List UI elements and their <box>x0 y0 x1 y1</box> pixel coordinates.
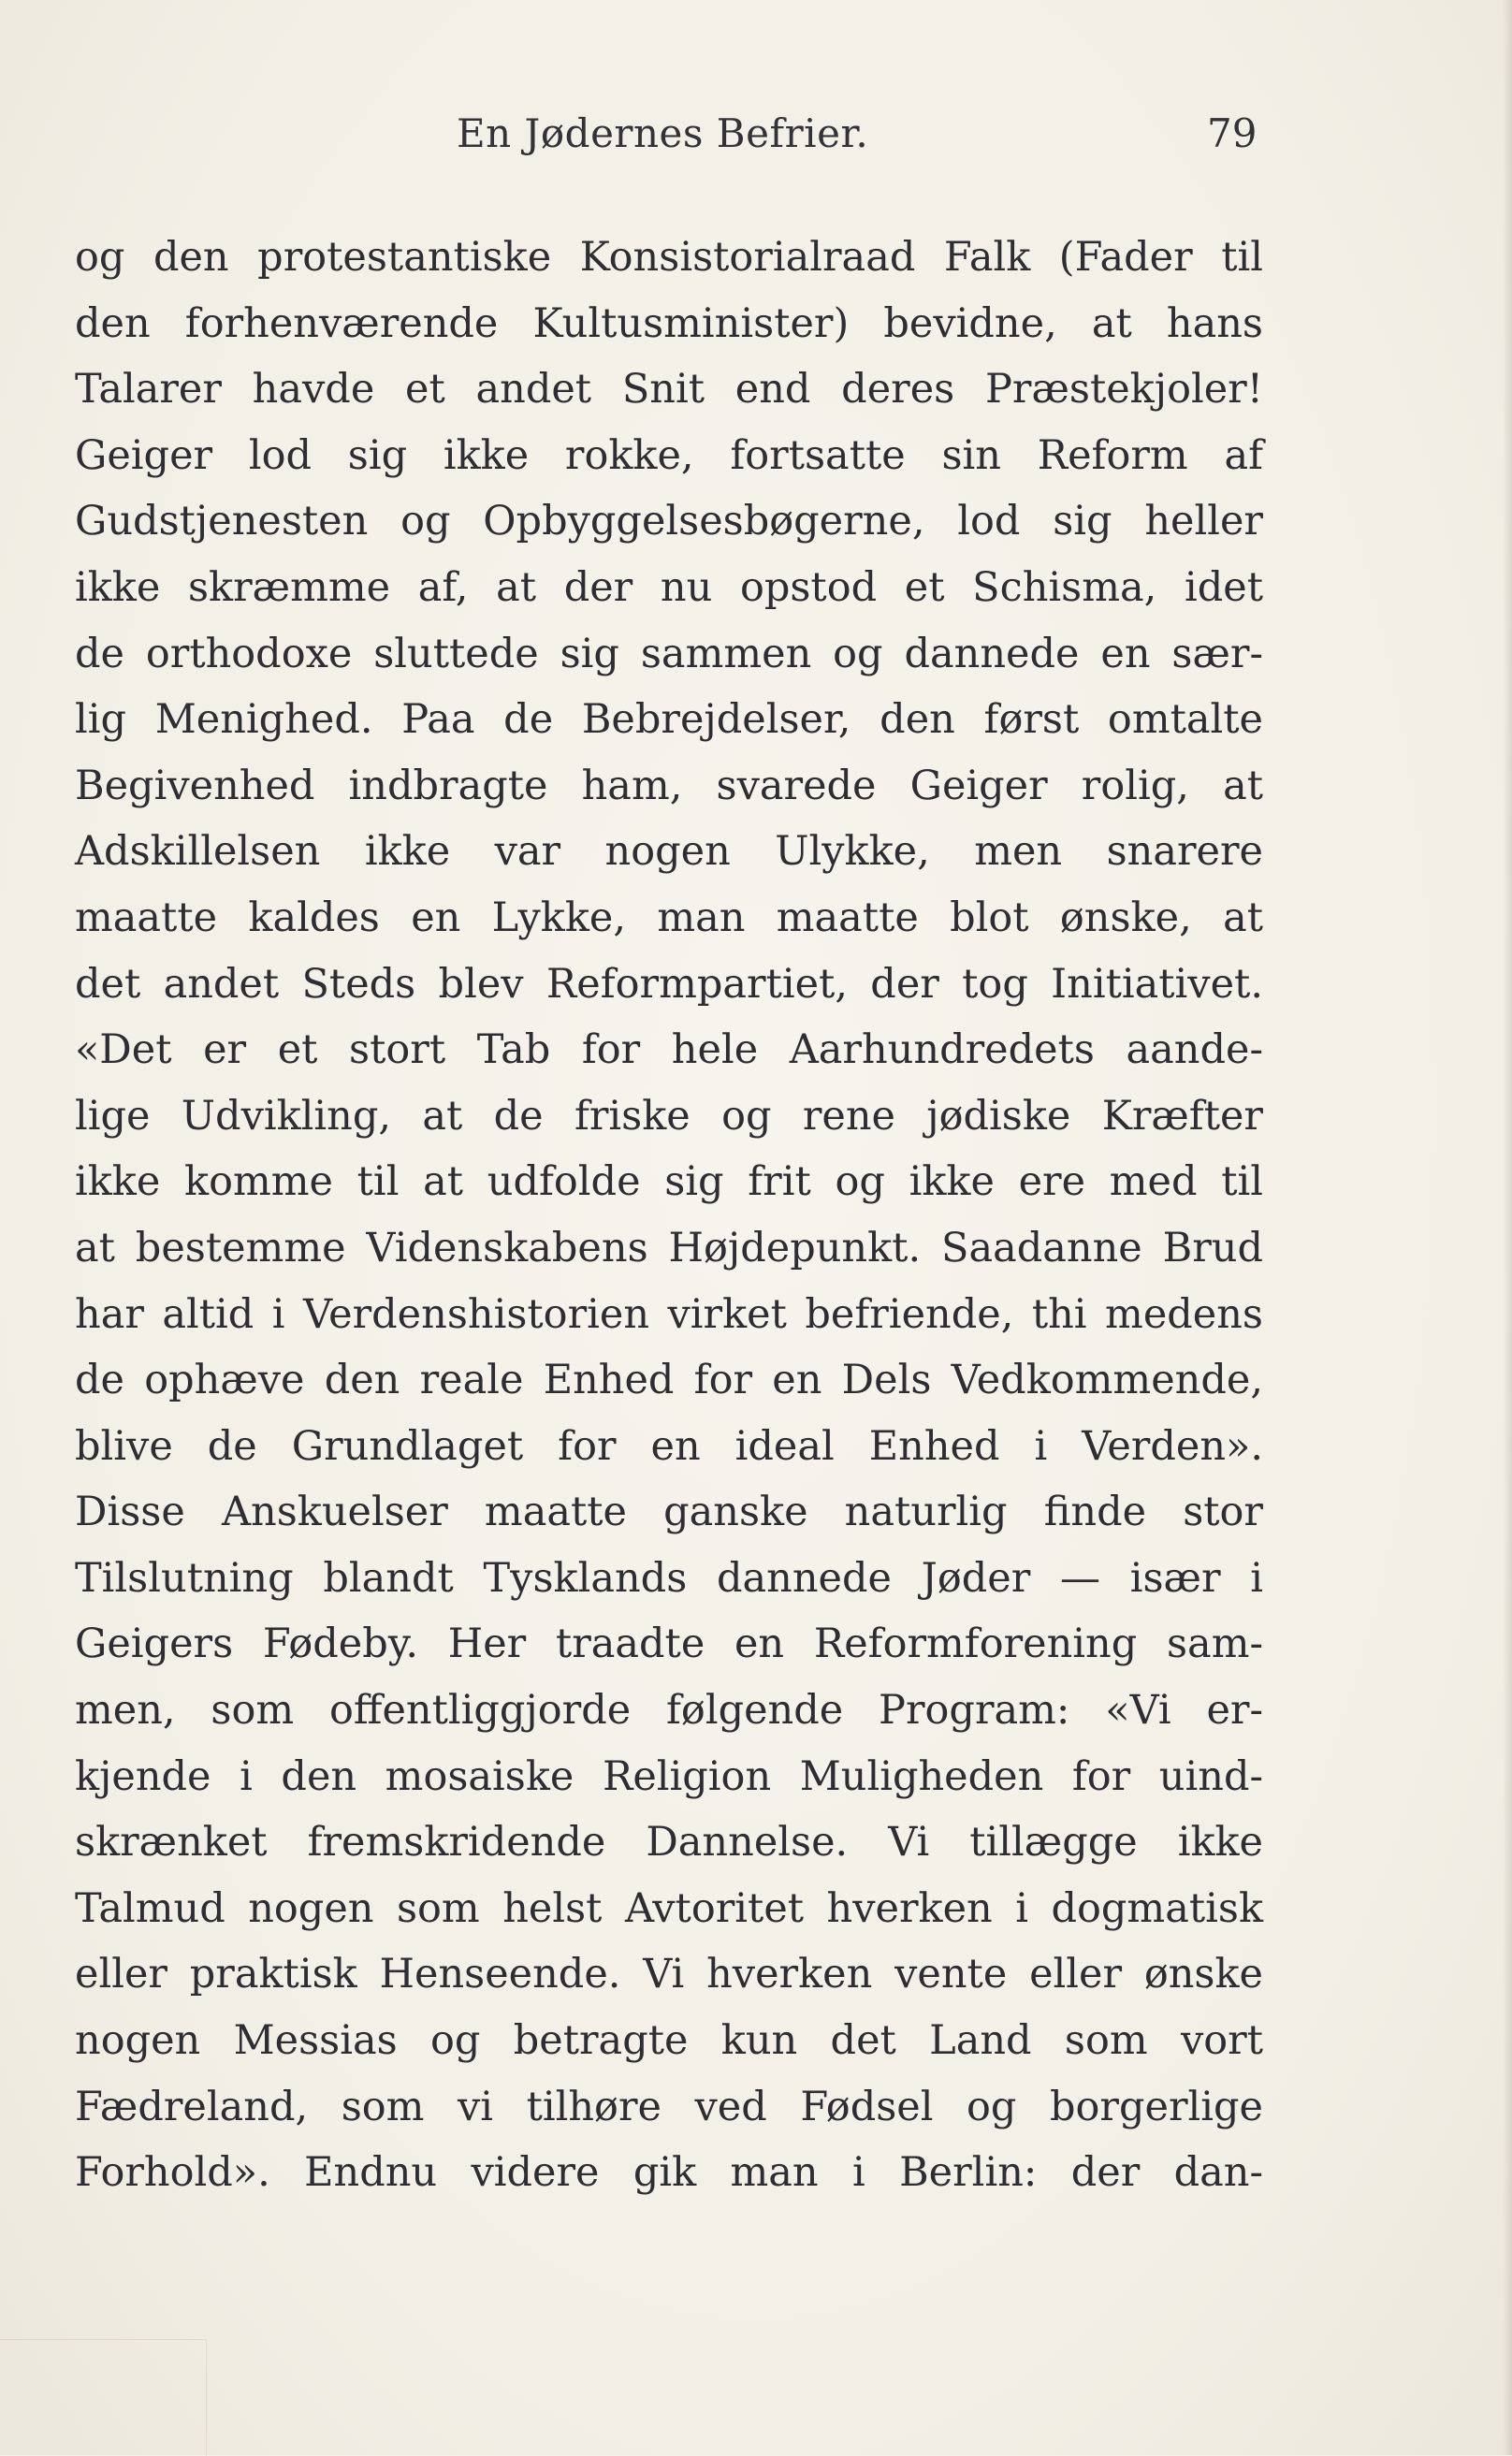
text-line: har altid i Verdenshistorien virket befriende, thi medens <box>75 1290 1263 1338</box>
text-line: det andet Steds blev Reformpartiet, der tog Initiativet. <box>75 960 1263 1008</box>
text-line: nogen Messias og betragte kun det Land som vort <box>75 2017 1263 2065</box>
scan-corner-mark <box>0 2339 207 2456</box>
text-line: kjende i den mosaiske Religion Muligheden for uind- <box>75 1752 1263 1800</box>
text-line: de orthodoxe sluttede sig sammen og dannede en sær- <box>75 630 1263 677</box>
text-line: Geigers Fødeby. Her traadte en Reformforening sam- <box>75 1620 1263 1668</box>
page-header <box>0 110 1512 176</box>
text-line: Disse Anskuelser maatte ganske naturlig finde stor <box>75 1489 1263 1536</box>
page-number: 79 <box>1207 110 1258 156</box>
text-line: og den protestantiske Konsistorialraad Falk (Fader til <box>75 234 1263 281</box>
text-line: ikke komme til at udfolde sig frit og ikke ere med til <box>75 1158 1263 1206</box>
text-line: Fædreland, som vi tilhøre ved Fødsel og borgerlige <box>75 2083 1263 2130</box>
text-line: men, som offentliggjorde følgende Program: «Vi er- <box>75 1687 1263 1735</box>
text-line: eller praktisk Henseende. Vi hverken vente eller ønske <box>75 1951 1263 1998</box>
text-line: lige Udvikling, at de friske og rene jødiske Kræfter <box>75 1092 1263 1140</box>
text-line: Tilslutning blandt Tysklands dannede Jøder — især i <box>75 1554 1263 1602</box>
text-line: Talmud nogen som helst Avtoritet hverken i dogmatisk <box>75 1884 1263 1932</box>
page-edge-shadow <box>1503 0 1512 2455</box>
running-title: En Jødernes Befrier. <box>457 110 869 156</box>
text-line: at bestemme Videnskabens Højdepunkt. Saadanne Brud <box>75 1224 1263 1272</box>
text-line: Forhold». Endnu videre gik man i Berlin: der dan- <box>75 2149 1263 2197</box>
text-line: blive de Grundlaget for en ideal Enhed i Verden». <box>75 1422 1263 1470</box>
text-line: «Det er et stort Tab for hele Aarhundredets aande- <box>75 1026 1263 1074</box>
text-line: skrænket fremskridende Dannelse. Vi tillægge ikke <box>75 1819 1263 1867</box>
text-line: Gudstjenesten og Opbyggelsesbøgerne, lod sig heller <box>75 498 1263 545</box>
text-line: den forhenværende Kultusminister) bevidne, at hans <box>75 299 1263 347</box>
text-line: Adskillelsen ikke var nogen Ulykke, men snarere <box>75 828 1263 876</box>
text-line: ikke skræmme af, at der nu opstod et Schisma, idet <box>75 563 1263 611</box>
text-line: maatte kaldes en Lykke, man maatte blot ønske, at <box>75 894 1263 941</box>
text-line: Begivenhed indbragte ham, svarede Geiger rolig, at <box>75 762 1263 809</box>
body-text <box>75 225 1263 2206</box>
text-line: Geiger lod sig ikke rokke, fortsatte sin Reform af <box>75 431 1263 479</box>
text-line: lig Menighed. Paa de Bebrejdelser, den først omtalte <box>75 696 1263 744</box>
text-line: Talarer havde et andet Snit end deres Præstekjoler! <box>75 366 1263 414</box>
text-line: de ophæve den reale Enhed for en Dels Vedkommende, <box>75 1357 1263 1404</box>
